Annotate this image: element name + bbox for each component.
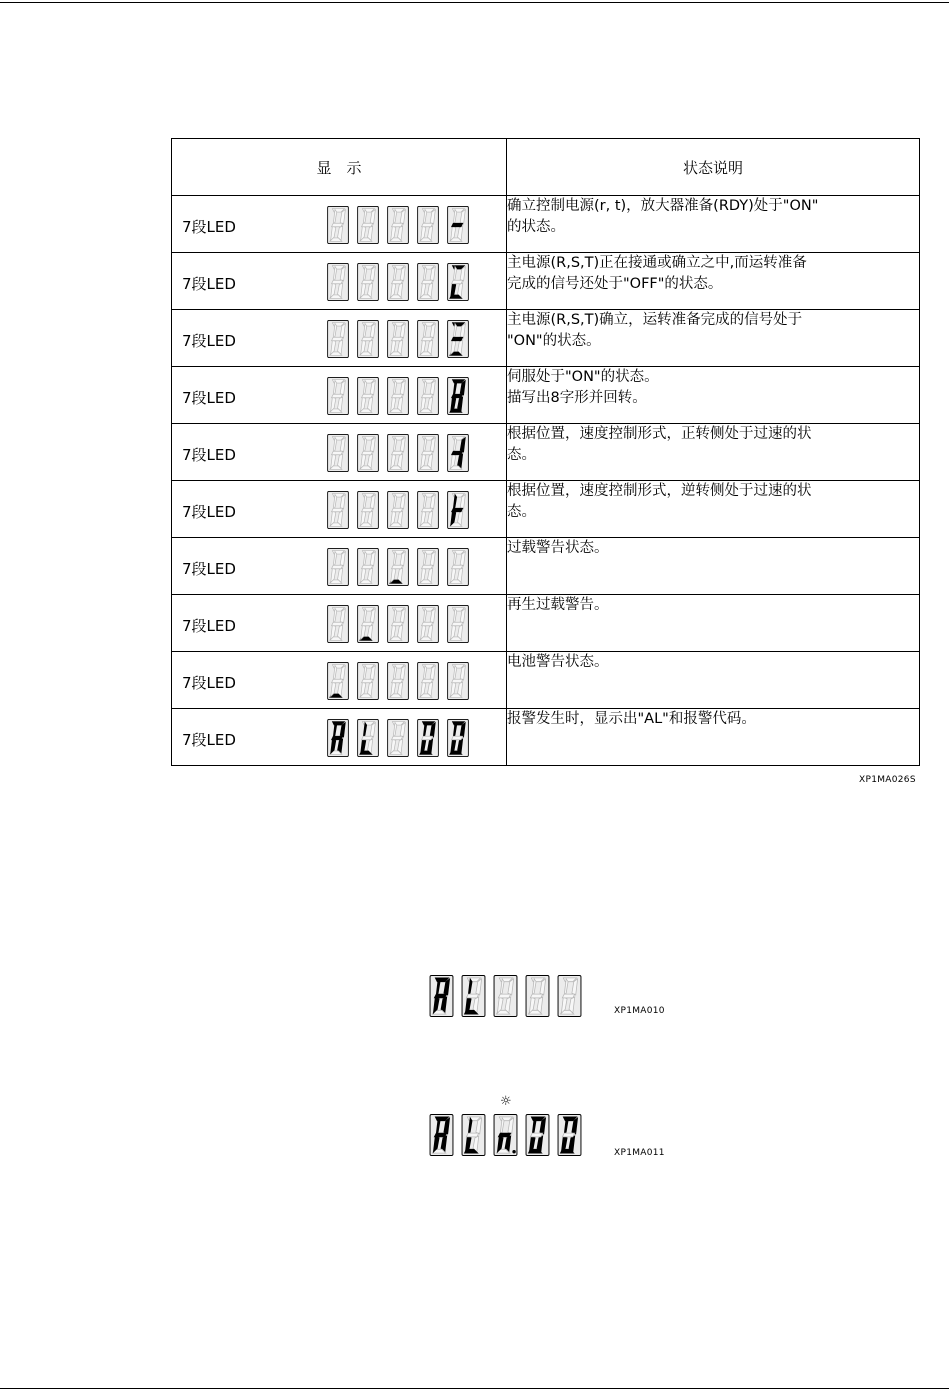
seven-segment-digit — [415, 605, 441, 643]
seven-segment-digit — [325, 719, 351, 757]
bottom-rule — [0, 1388, 949, 1389]
display-cell — [172, 709, 507, 766]
alarm-display-ready — [428, 975, 583, 1017]
seven-segment-digit — [415, 263, 441, 301]
seven-segment-digit — [415, 719, 441, 757]
led-label: 7段LED — [182, 389, 236, 407]
led-label: 7段LED — [182, 275, 236, 293]
seven-segment-digit — [355, 605, 381, 643]
seven-segment-display — [325, 491, 471, 529]
status-description: 电池警告状态。 — [507, 652, 920, 709]
top-rule — [0, 2, 949, 3]
table-row — [172, 652, 920, 709]
table-row — [172, 367, 920, 424]
table-row — [172, 424, 920, 481]
status-description: 报警发生时，显示出"AL"和报警代码。 — [507, 709, 920, 766]
seven-segment-digit — [428, 1114, 455, 1156]
seven-segment-display — [325, 377, 471, 415]
table-figure-code: XP1MA026S — [859, 775, 916, 785]
display-cell — [172, 424, 507, 481]
status-description: 根据位置，速度控制形式，逆转侧处于过速的状 态。 — [507, 481, 920, 538]
seven-segment-digit — [325, 206, 351, 244]
seven-segment-digit — [492, 975, 519, 1017]
status-description: 确立控制电源(r, t)，放大器准备(RDY)处于"ON" 的状态。 — [507, 196, 920, 253]
display-cell — [172, 595, 507, 652]
seven-segment-digit — [415, 434, 441, 472]
seven-segment-digit — [445, 206, 471, 244]
seven-segment-digit — [460, 975, 487, 1017]
seven-segment-digit — [325, 377, 351, 415]
table-row — [172, 538, 920, 595]
led-label: 7段LED — [182, 731, 236, 749]
display-cell — [172, 253, 507, 310]
seven-segment-digit — [325, 548, 351, 586]
table-row — [172, 310, 920, 367]
led-label: 7段LED — [182, 617, 236, 635]
led-label: 7段LED — [182, 218, 236, 236]
seven-segment-digit — [556, 1114, 583, 1156]
seven-segment-digit — [385, 320, 411, 358]
seven-segment-digit — [385, 662, 411, 700]
seven-segment-digit — [428, 975, 455, 1017]
display-cell — [172, 652, 507, 709]
seven-segment-digit — [355, 377, 381, 415]
seven-segment-digit — [524, 1114, 551, 1156]
header-description: 状态说明 — [507, 139, 920, 196]
seven-segment-digit — [445, 605, 471, 643]
seven-segment-digit — [355, 263, 381, 301]
seven-segment-digit — [325, 434, 351, 472]
seven-segment-digit — [355, 434, 381, 472]
seven-segment-digit — [415, 662, 441, 700]
seven-segment-digit — [445, 662, 471, 700]
display-cell — [172, 310, 507, 367]
led-label: 7段LED — [182, 503, 236, 521]
status-description: 再生过载警告。 — [507, 595, 920, 652]
seven-segment-display — [325, 548, 471, 586]
seven-segment-digit — [415, 548, 441, 586]
seven-segment-digit — [355, 548, 381, 586]
table-row — [172, 481, 920, 538]
seven-segment-digit — [445, 263, 471, 301]
sun-icon: ☼ — [500, 1094, 512, 1109]
seven-segment-digit — [556, 975, 583, 1017]
seven-segment-display — [325, 206, 471, 244]
seven-segment-digit — [325, 662, 351, 700]
led-status-table — [171, 138, 920, 766]
table-header-row — [172, 139, 920, 196]
status-description: 主电源(R,S,T)确立，运转准备完成的信号处于 "ON"的状态。 — [507, 310, 920, 367]
seven-segment-digit — [445, 548, 471, 586]
table-row — [172, 709, 920, 766]
seven-segment-digit — [325, 320, 351, 358]
status-description: 过载警告状态。 — [507, 538, 920, 595]
seven-segment-digit — [385, 263, 411, 301]
seven-segment-display — [325, 605, 471, 643]
figure-code-1: XP1MA010 — [614, 1006, 665, 1016]
seven-segment-digit — [415, 491, 441, 529]
led-label: 7段LED — [182, 332, 236, 350]
display-cell — [172, 196, 507, 253]
seven-segment-digit — [492, 1114, 519, 1156]
led-label: 7段LED — [182, 674, 236, 692]
seven-segment-digit — [385, 491, 411, 529]
seven-segment-digit — [355, 206, 381, 244]
seven-segment-digit — [445, 719, 471, 757]
seven-segment-digit — [355, 491, 381, 529]
seven-segment-digit — [385, 548, 411, 586]
seven-segment-digit — [385, 434, 411, 472]
display-cell — [172, 481, 507, 538]
alarm-display-code — [428, 1114, 583, 1156]
seven-segment-digit — [385, 719, 411, 757]
seven-segment-digit — [355, 662, 381, 700]
seven-segment-digit — [460, 1114, 487, 1156]
table-row — [172, 595, 920, 652]
seven-segment-digit — [415, 377, 441, 415]
seven-segment-digit — [445, 377, 471, 415]
seven-segment-display — [325, 662, 471, 700]
seven-segment-digit — [325, 263, 351, 301]
seven-segment-digit — [524, 975, 551, 1017]
figure-code-2: XP1MA011 — [614, 1148, 665, 1158]
led-label: 7段LED — [182, 560, 236, 578]
table-row — [172, 196, 920, 253]
seven-segment-digit — [355, 719, 381, 757]
status-description: 主电源(R,S,T)正在接通或确立之中,而运转准备 完成的信号还处于"OFF"的状态。 — [507, 253, 920, 310]
seven-segment-display — [325, 719, 471, 757]
display-cell — [172, 538, 507, 595]
seven-segment-digit — [415, 320, 441, 358]
seven-segment-display — [325, 320, 471, 358]
table-row — [172, 253, 920, 310]
status-description: 伺服处于"ON"的状态。 描写出8字形并回转。 — [507, 367, 920, 424]
seven-segment-digit — [445, 320, 471, 358]
header-display: 显 示 — [172, 139, 507, 196]
seven-segment-digit — [445, 434, 471, 472]
seven-segment-digit — [385, 605, 411, 643]
seven-segment-display — [325, 434, 471, 472]
seven-segment-digit — [325, 605, 351, 643]
seven-segment-digit — [415, 206, 441, 244]
seven-segment-digit — [355, 320, 381, 358]
seven-segment-digit — [325, 491, 351, 529]
led-label: 7段LED — [182, 446, 236, 464]
status-description: 根据位置，速度控制形式，正转侧处于过速的状 态。 — [507, 424, 920, 481]
seven-segment-digit — [385, 206, 411, 244]
seven-segment-display — [325, 263, 471, 301]
seven-segment-digit — [445, 491, 471, 529]
seven-segment-digit — [385, 377, 411, 415]
display-cell — [172, 367, 507, 424]
